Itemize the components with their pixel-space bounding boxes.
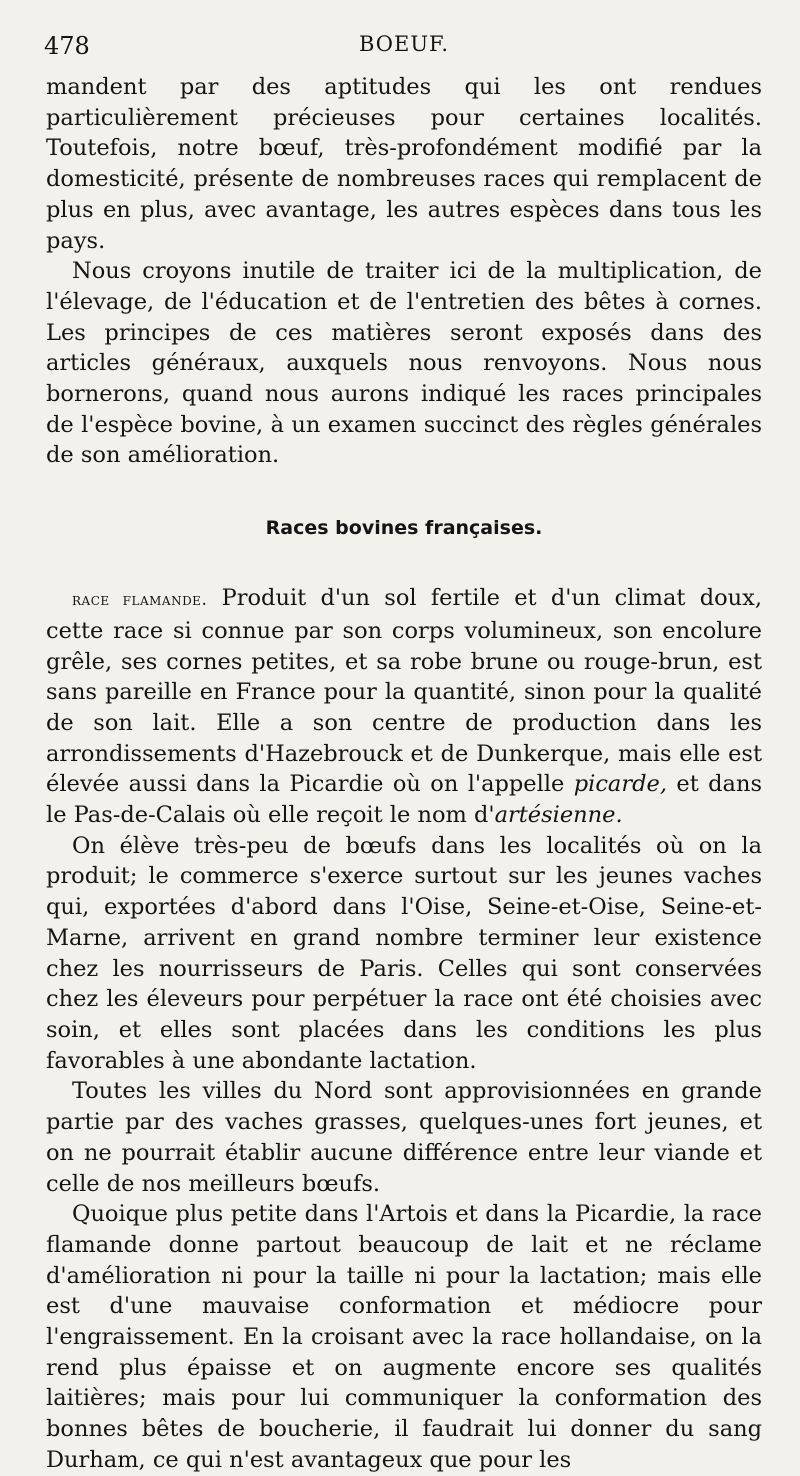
page-number: 478 bbox=[44, 32, 90, 60]
paragraph-continuation: mandent par des aptitudes qui les ont rendues particulièrement précieuses pour certaines localités. Toutefois, notre bœuf, très-profondément modifié par la domesticité, présente de nombreuses races qui remplacent de plus en plus, avec avantage, les autres espèces dans tous les pays. bbox=[46, 74, 762, 254]
page-body bbox=[46, 72, 762, 1476]
race-name-lead: race flamande. bbox=[72, 590, 208, 611]
paragraph-race-flamande bbox=[46, 583, 762, 831]
page-header bbox=[44, 28, 764, 64]
italic-term-artesienne: artésienne. bbox=[494, 802, 623, 829]
paragraph-intro: Nous croyons inutile de traiter ici de la multiplication, de l'élevage, de l'éducation et de l'entretien des bêtes à cornes. Les principes de ces matières seront exposés dans des articles généraux, auxquels nous renvoyons. Nous nous bornerons, quand nous aurons indiqué les races principales de l'espèce bovine, à un examen succinct des règles générales de son amélioration. bbox=[46, 258, 762, 469]
paragraph-croisement: Quoique plus petite dans l'Artois et dans la Picardie, la race flamande donne partout beaucoup de lait et ne réclame d'amélioration ni pour la taille ni pour la lactation; mais elle est d'une mauvaise conformation et médiocre pour l'engraissement. En la croisant avec la race hollandaise, on la rend plus épaisse et on augmente encore ses qualités laitières; mais pour lui communiquer la conformation des bonnes bêtes de boucherie, il faudrait lui donner du sang Durham, ce qui n'est avantageux que pour les bbox=[46, 1201, 762, 1473]
italic-term-picarde: picarde, bbox=[573, 771, 667, 798]
paragraph-commerce: On élève très-peu de bœufs dans les localités où on la produit; le commerce s'exerce surtout sur les jeunes vaches qui, exportées d'abord dans l'Oise, Seine-et-Oise, Seine-et-Marne, arrivent en grand nombre terminer leur existence chez les nourrisseurs de Paris. Celles qui sont conservées chez les éleveurs pour perpétuer la race ont été choisies avec soin, et elles sont placées dans les conditions les plus favorables à une abondante lactation. bbox=[46, 832, 762, 1074]
section-heading: Races bovines françaises. bbox=[265, 517, 543, 540]
paragraph-text-b: et dans le Pas-de-Calais où elle reçoit le nom d' bbox=[46, 771, 762, 829]
paragraph-text-a: Produit d'un sol fertile et d'un climat doux, cette race si connue par son corps volumineux, son encolure grêle, ses cornes petites, et sa robe brune ou rouge-brun, est sans pareille en France pour la quantité, sinon pour la qualité de son lait. Elle a son centre de production dans les arrondissements d'Hazebrouck et de Dunkerque, mais elle est élevée aussi dans la Picardie où on l'appelle bbox=[46, 585, 762, 798]
paragraph-villes-du-nord: Toutes les villes du Nord sont approvisionnées en grande partie par des vaches grasses, quelques-unes fort jeunes, et on ne pourrait établir aucune différence entre leur viande et celle de nos meilleurs bœufs. bbox=[46, 1078, 762, 1197]
running-title: BOEUF. bbox=[358, 32, 450, 56]
